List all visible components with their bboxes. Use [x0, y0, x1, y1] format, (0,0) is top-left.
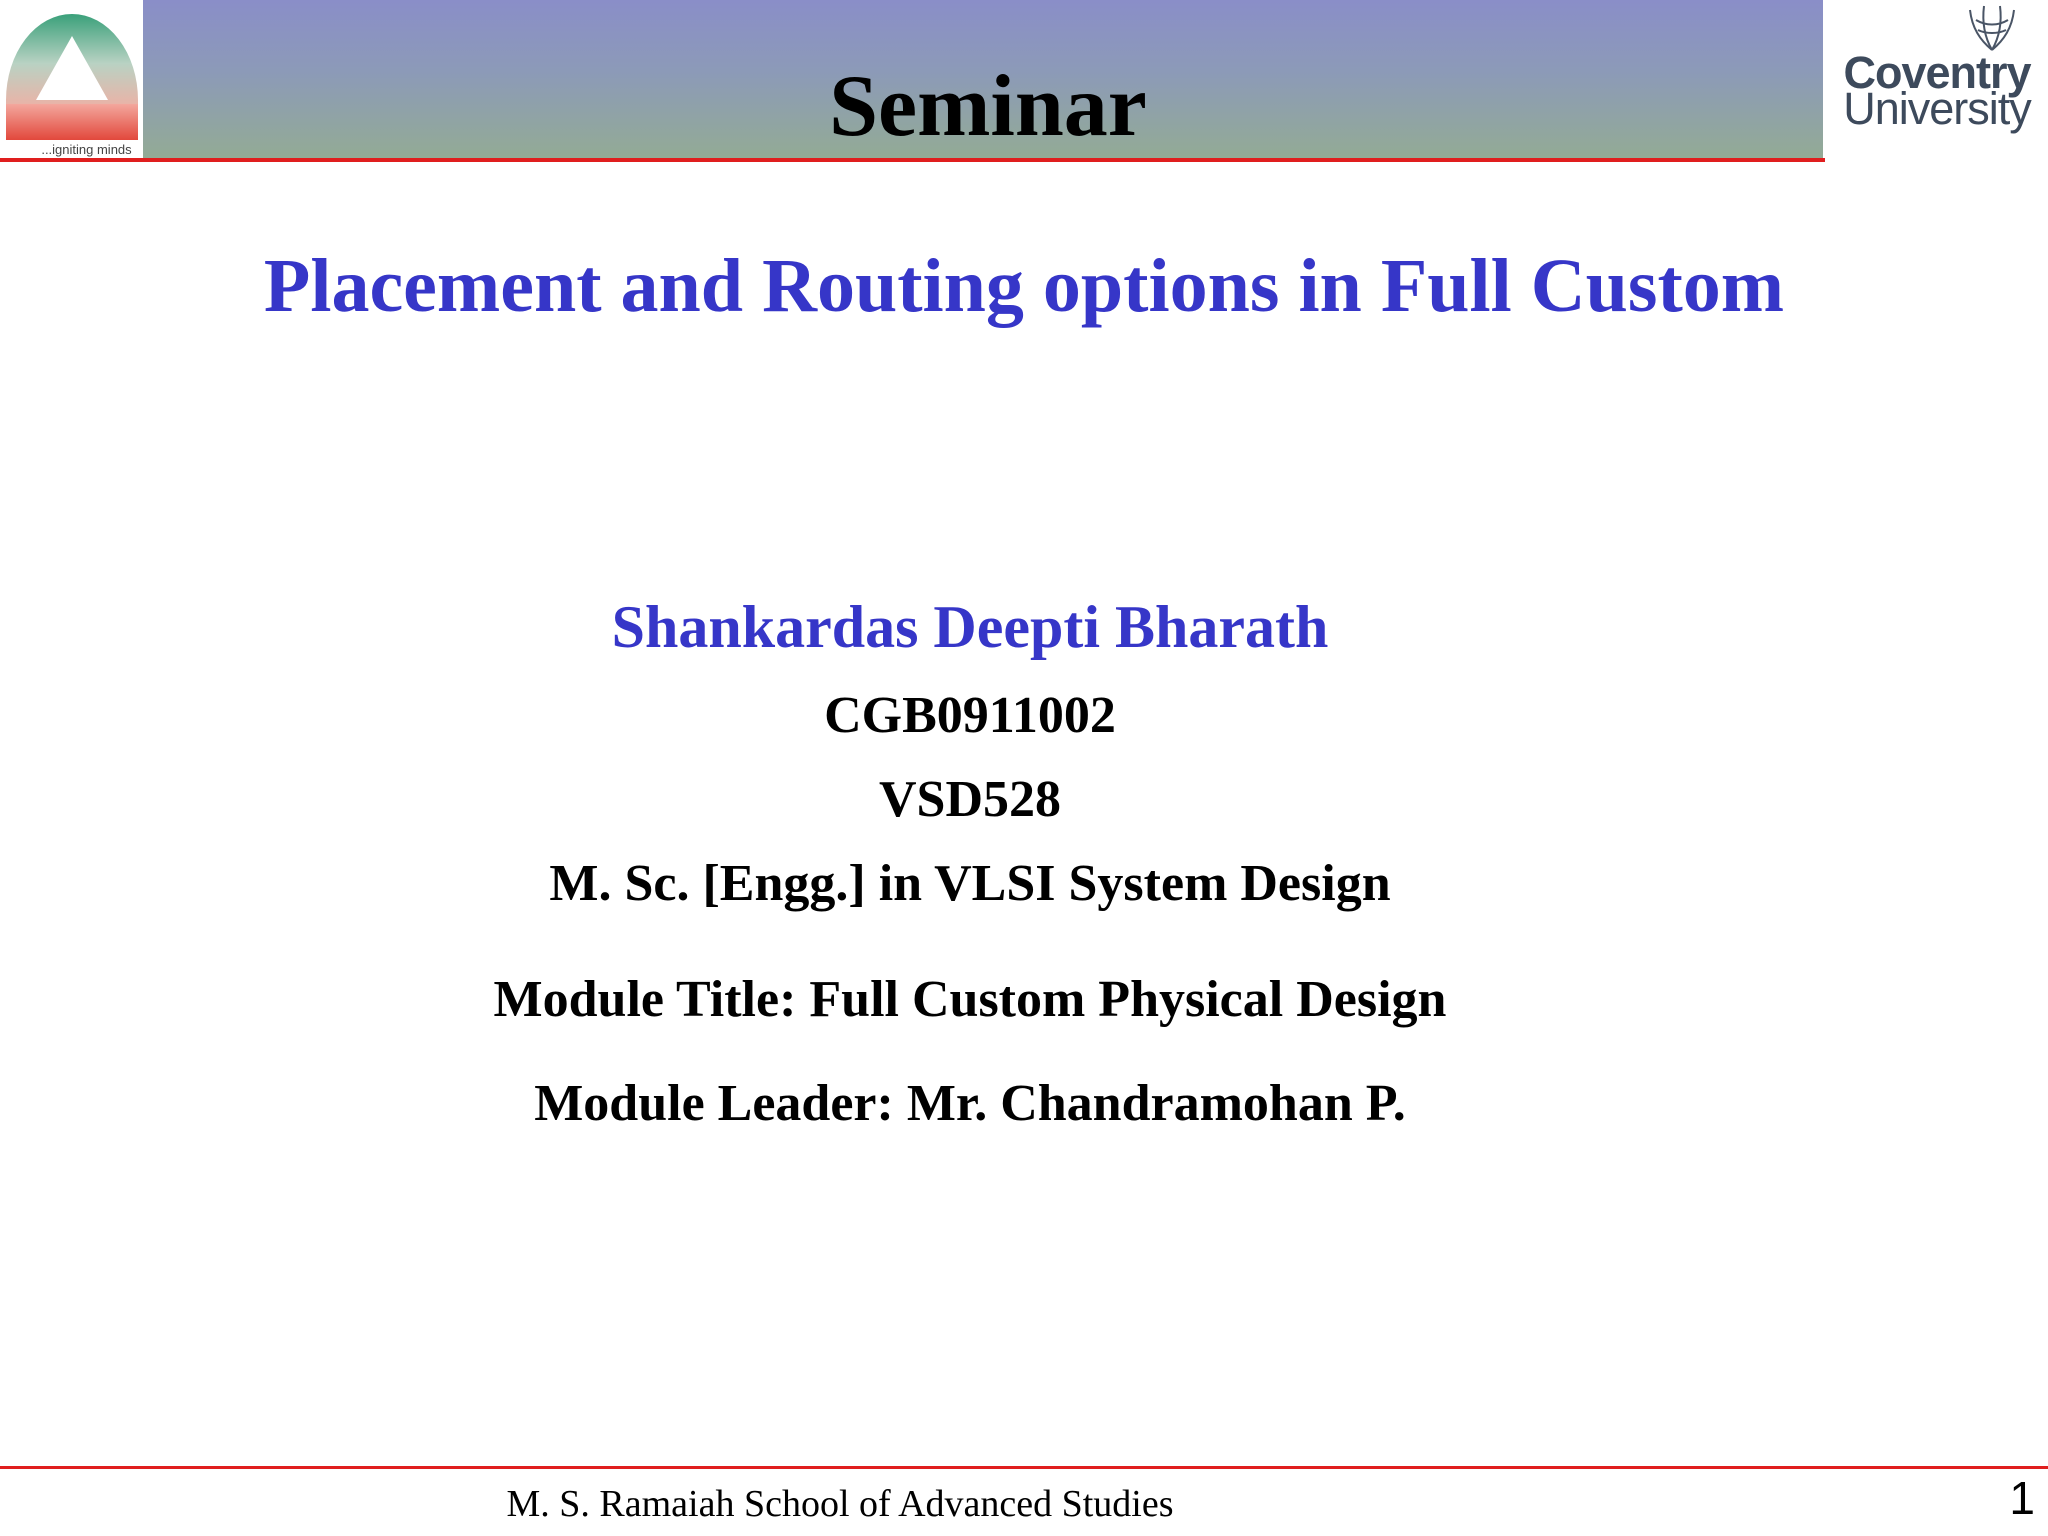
course-code: VSD528	[878, 771, 1062, 828]
coventry-logo-line1: Coventry	[1843, 47, 2031, 98]
slide-title: Placement and Routing options in Full Custom	[263, 244, 1785, 328]
triangle-peak-logo-icon	[0, 0, 143, 158]
coventry-logo-line2: University	[1843, 83, 2031, 134]
student-id: CGB0911002	[824, 687, 1116, 744]
logo-tagline: ...igniting minds	[41, 142, 132, 157]
presenter-name: Shankardas Deepti Bharath	[611, 594, 1329, 660]
footer-divider	[0, 1466, 2048, 1469]
footer-institution: M. S. Ramaiah School of Advanced Studies	[506, 1483, 1174, 1525]
programme: M. Sc. [Engg.] in VLSI System Design	[549, 855, 1391, 912]
slide-header-title: Seminar	[829, 58, 1147, 155]
module-leader: Module Leader: Mr. Chandramohan P.	[534, 1075, 1406, 1132]
page-number: 1	[2009, 1472, 2035, 1524]
module-title: Module Title: Full Custom Physical Design	[493, 971, 1447, 1028]
header-divider	[0, 158, 1825, 162]
